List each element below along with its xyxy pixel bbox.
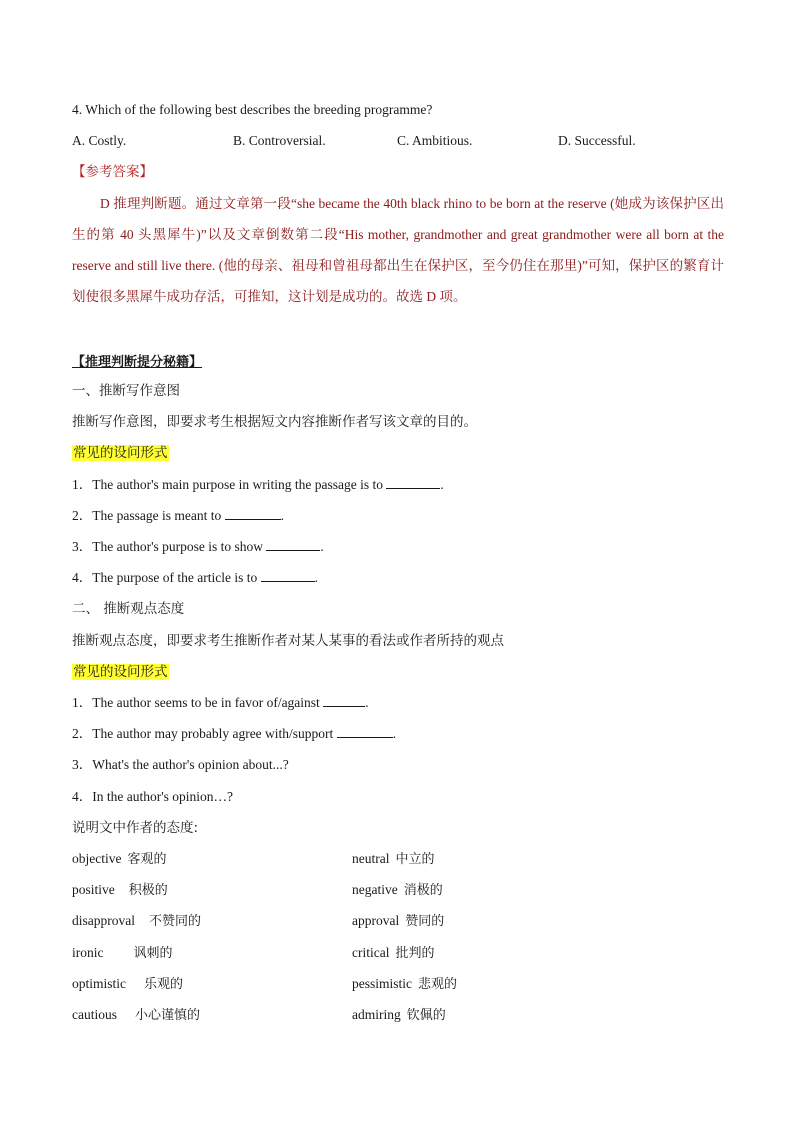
term-item: neutral 中立的	[352, 851, 435, 867]
section2-item-text: 1．The author seems to be in favor of/against	[72, 695, 320, 710]
section1-item: 1．The author's main purpose in writing the passage is to .	[72, 477, 444, 492]
section2-description: 推断观点态度，即要求考生推断作者对某人某事的看法或作者所持的观点	[72, 633, 504, 649]
term-item: objective 客观的	[72, 851, 167, 867]
section2-item: 4．In the author's opinion…?	[72, 789, 234, 804]
option-b: B. Controversial.	[233, 133, 326, 148]
option-c: C. Ambitious.	[397, 133, 473, 148]
answer-blank	[225, 507, 281, 520]
section1-item: 4．The purpose of the article is to .	[72, 570, 318, 585]
term-item: ironic 讽刺的	[72, 945, 173, 961]
section1-item-text: 2．The passage is meant to	[72, 508, 222, 523]
section2-item-text: 2．The author may probably agree with/support	[72, 726, 334, 741]
section1-title: 一、推断写作意图	[72, 383, 180, 399]
term-item: cautious 小心谨慎的	[72, 1007, 201, 1023]
term-item: positive 积极的	[72, 882, 168, 898]
option-d: D. Successful.	[558, 133, 636, 148]
section1-item-text: 3．The author's purpose is to show	[72, 539, 264, 554]
tips-header: 【推理判断提分秘籍】	[72, 355, 203, 370]
answer-header: 【参考答案】	[72, 164, 153, 180]
section2-item: 2．The author may probably agree with/support .	[72, 726, 397, 741]
section2-item: 3．What's the author's opinion about...?	[72, 757, 289, 772]
term-item: critical 批判的	[352, 945, 435, 961]
answer-blank	[337, 725, 393, 738]
term-item: disapproval 不赞同的	[72, 913, 202, 929]
section1-item: 2．The passage is meant to .	[72, 508, 284, 523]
attitude-title: 说明文中作者的态度:	[72, 820, 199, 836]
term-item: admiring 钦佩的	[352, 1007, 446, 1023]
term-item: optimistic 乐观的	[72, 976, 184, 992]
answer-blank	[261, 569, 315, 582]
section1-item-text: 4．The purpose of the article is to	[72, 570, 258, 585]
section1-description: 推断写作意图，即要求考生根据短文内容推断作者写该文章的目的。	[72, 414, 477, 430]
option-a: A. Costly.	[72, 133, 127, 148]
section2-title: 二、 推断观点态度	[72, 601, 185, 617]
question-stem: 4. Which of the following best describes the breeding programme?	[72, 102, 433, 117]
section1-label: 常见的设问形式	[73, 445, 168, 461]
answer-explanation: D 推理判断题。通过文章第一段“she became the 40th black rhino to be born at the reserve (她成为该保护区出生的第 40 头黑犀牛)”以及文章倒数第二段“His mother, grandmother and great grandmother were all born at the reserve and still live there. (他的母亲、祖母和曾祖母都出生在保护区，至今仍住在那里)”可知，保护区的繁育计划使很多黑犀牛成功存活，可推知，这计划是成功的。故选 D 项。	[72, 196, 724, 304]
answer-blank	[266, 538, 320, 551]
section1-item: 3．The author's purpose is to show .	[72, 539, 324, 554]
section2-item: 1．The author seems to be in favor of/against .	[72, 695, 369, 710]
section2-label: 常见的设问形式	[73, 664, 168, 680]
term-item: pessimistic 悲观的	[352, 976, 458, 992]
answer-blank	[323, 694, 365, 707]
answer-blank	[386, 476, 440, 489]
section1-item-text: 1．The author's main purpose in writing the passage is to	[72, 477, 384, 492]
term-item: negative 消极的	[352, 882, 443, 898]
term-item: approval 赞同的	[352, 913, 445, 929]
